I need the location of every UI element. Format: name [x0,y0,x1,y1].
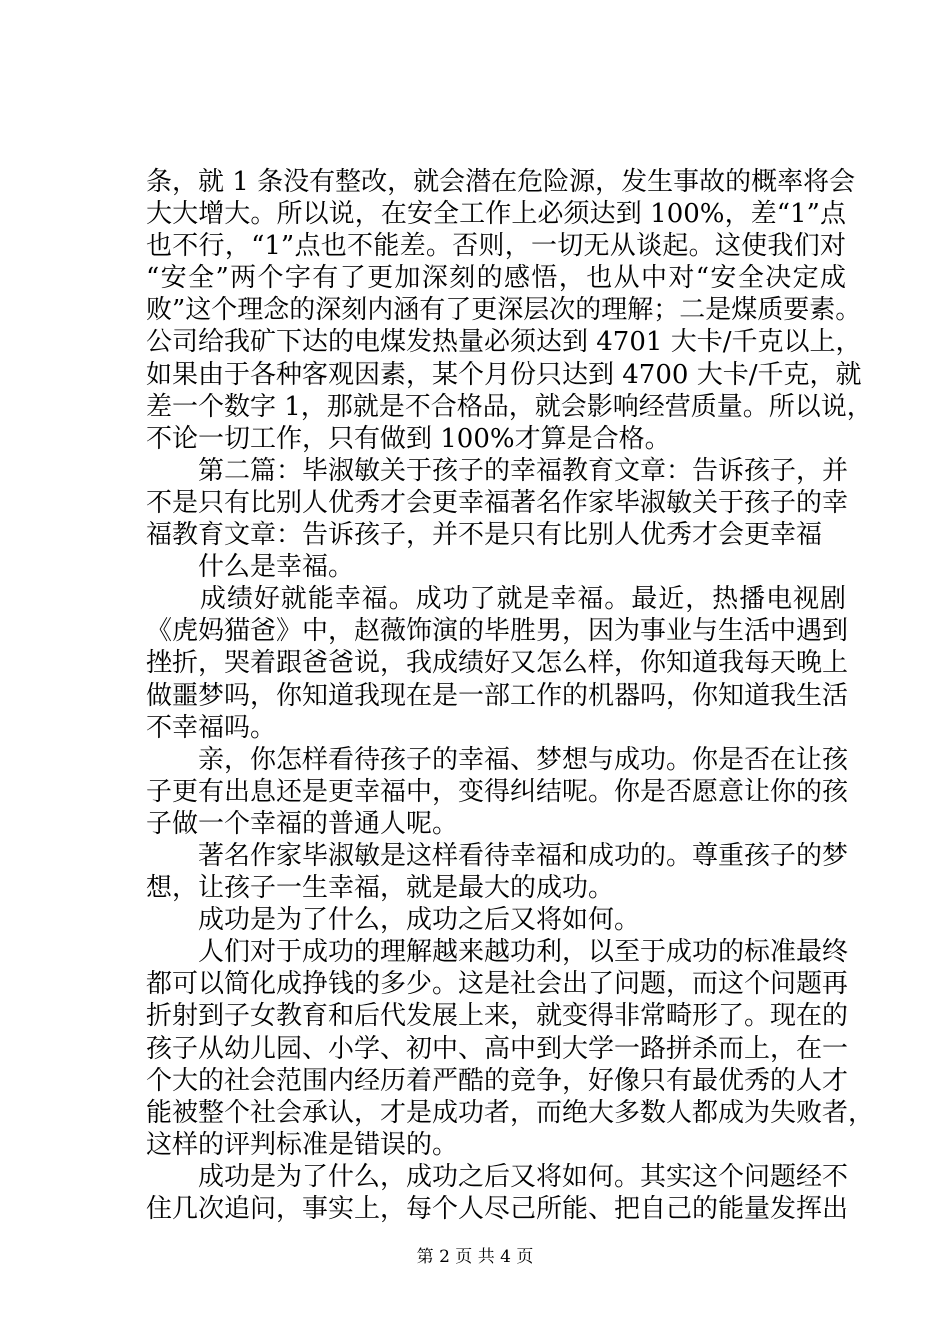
text-line: 亲，你怎样看待孩子的幸福、梦想与成功。你是否在让孩 [146,744,849,775]
text-line: 如果由于各种客观因素，某个月份只达到 4700 大卡/千克，就 [146,359,862,390]
text-line: 这样的评判标准是错误的。 [146,1129,459,1160]
text-line: 著名作家毕淑敏是这样看待幸福和成功的。尊重孩子的梦 [146,840,849,871]
section-heading-line: 福教育文章：告诉孩子，并不是只有比别人优秀才会更幸福 [146,520,823,551]
text-line: 能被整个社会承认，才是成功者，而绝大多数人都成为失败者， [146,1097,875,1128]
text-line: 《虎妈猫爸》中，赵薇饰演的毕胜男，因为事业与生活中遇到 [146,616,849,647]
section-heading-line: 第二篇：毕淑敏关于孩子的幸福教育文章：告诉孩子，并 [146,455,849,486]
text-line: 也不行，“1”点也不能差。否则，一切无从谈起。这使我们对 [146,231,846,262]
text-line: 子做一个幸福的普通人呢。 [146,808,459,839]
text-line: 败”这个理念的深刻内涵有了更深层次的理解；二是煤质要素。 [146,295,862,326]
text-line: 公司给我矿下达的电煤发热量必须达到 4701 大卡/千克以上， [146,327,862,358]
text-line: 想，让孩子一生幸福，就是最大的成功。 [146,873,615,904]
text-line: 不论一切工作，只有做到 100%才算是合格。 [146,423,671,454]
text-line: 挫折，哭着跟爸爸说，我成绩好又怎么样，你知道我每天晚上 [146,648,849,679]
section-heading-line: 不是只有比别人优秀才会更幸福著名作家毕淑敏关于孩子的幸 [146,487,849,518]
text-line: 人们对于成功的理解越来越功利，以至于成功的标准最终 [146,937,849,968]
text-line: 不幸福吗。 [146,712,277,743]
text-line: 折射到子女教育和后代发展上来，就变得非常畸形了。现在的 [146,1001,849,1032]
text-line: 成功是为了什么，成功之后又将如何。其实这个问题经不 [146,1161,849,1192]
text-line: 成功是为了什么，成功之后又将如何。 [146,905,641,936]
text-line: 孩子从幼儿园、小学、初中、高中到大学一路拼杀而上，在一 [146,1033,849,1064]
text-line: 差一个数字 1，那就是不合格品，就会影响经营质量。所以说， [146,391,873,422]
text-line: 都可以简化成挣钱的多少。这是社会出了问题，而这个问题再 [146,969,849,1000]
text-line: 什么是幸福。 [146,552,355,583]
text-line: 住几次追问，事实上，每个人尽己所能、把自己的能量发挥出 [146,1194,849,1224]
text-line: 子更有出息还是更幸福中，变得纠结呢。你是否愿意让你的孩 [146,776,849,807]
text-line: 大大增大。所以说，在安全工作上必须达到 100%，差“1”点 [146,199,846,230]
page-number-footer: 第 2 页 共 4 页 [416,1247,534,1267]
text-line: 个大的社会范围内经历着严酷的竞争，好像只有最优秀的人才 [146,1065,849,1096]
text-line: “安全”两个字有了更加深刻的感悟，也从中对“安全决定成 [146,263,846,294]
text-line: 成绩好就能幸福。成功了就是幸福。最近，热播电视剧 [146,584,846,615]
text-line: 条，就 1 条没有整改，就会潜在危险源，发生事故的概率将会 [146,167,856,197]
text-line: 做噩梦吗，你知道我现在是一部工作的机器吗，你知道我生活 [146,680,849,711]
document-body [146,166,875,1225]
